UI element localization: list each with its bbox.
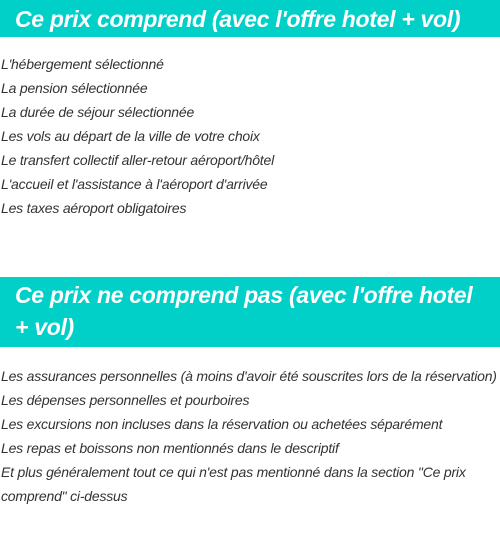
list-item: Les vols au départ de la ville de votre choix xyxy=(1,128,260,144)
list-item: Les taxes aéroport obligatoires xyxy=(1,200,187,216)
excluded-section xyxy=(0,277,500,508)
list-item: Les dépenses personnelles et pourboires xyxy=(1,392,250,408)
list-item: La durée de séjour sélectionnée xyxy=(1,104,195,120)
list-item: Le transfert collectif aller-retour aéroport/hôtel xyxy=(1,152,274,168)
list-item: L'accueil et l'assistance à l'aéroport d'arrivée xyxy=(1,176,268,192)
list-item: La pension sélectionnée xyxy=(1,80,148,96)
list-item: Les repas et boissons non mentionnés dans le descriptif xyxy=(1,440,339,456)
included-title: Ce prix comprend (avec l'offre hotel + vol) xyxy=(0,0,500,37)
excluded-title: Ce prix ne comprend pas (avec l'offre hotel + vol) xyxy=(0,277,500,347)
included-section xyxy=(0,0,500,220)
list-item: Les assurances personnelles (à moins d'avoir été souscrites lors de la réservation) xyxy=(1,368,497,384)
list-item: L'hébergement sélectionné xyxy=(1,56,164,72)
included-list xyxy=(0,52,500,220)
list-item: Les excursions non incluses dans la réservation ou achetées séparément xyxy=(1,416,443,432)
list-item: Et plus généralement tout ce qui n'est pas mentionné dans la section "Ce prix comprend" ci-dessus xyxy=(1,464,466,504)
excluded-list xyxy=(0,364,500,508)
